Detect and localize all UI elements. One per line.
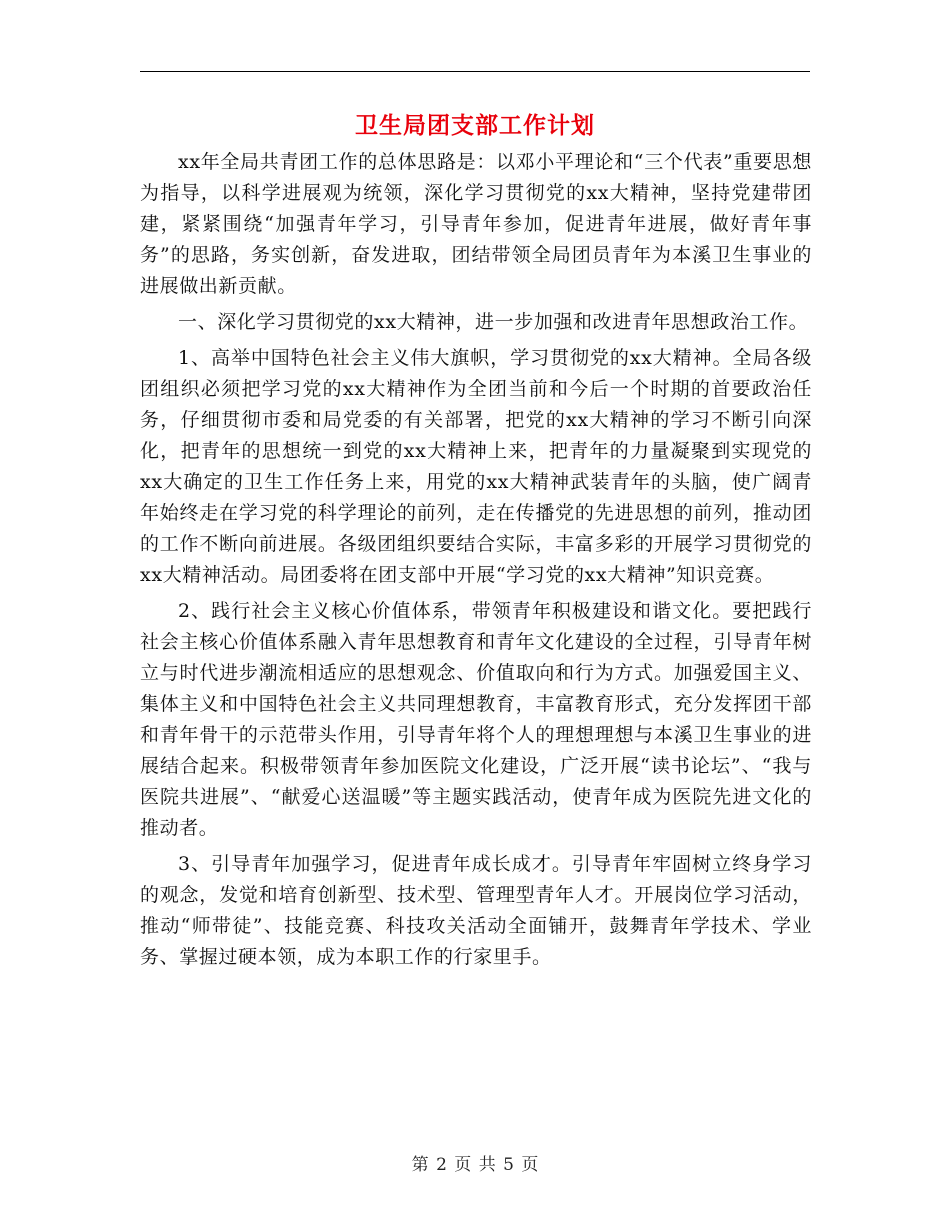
page-number-footer: 第 2 页 共 5 页 (411, 1155, 539, 1175)
document-title: 卫生局团支部工作计划 (355, 112, 595, 139)
paragraph-item-2: 2、践行社会主义核心价值体系，带领青年积极建设和谐文化。要把践行社会主核心价值体系融入青年思想教育和青年文化建设的全过程，引导青年树立与时代进步潮流相适应的思想观念、价值取向和行为方式。加强爱国主义、集体主义和中国特色社会主义共同理想教育，丰富教育形式，充分发挥团干部和青年骨干的示范带头作用，引导青年将个人的理想理想与本溪卫生事业的进展结合起来。积极带领青年参加医院文化建设，广泛开展“读书论坛”、“我与医院共进展”、“献爱心送温暖”等主题实践活动，使青年成为医院先进文化的推动者。 (140, 600, 812, 839)
paragraph-item-3: 3、引导青年加强学习，促进青年成长成才。引导青年牢固树立终身学习的观念，发觉和培育创新型、技术型、管理型青年人才。开展岗位学习活动，推动“师带徒”、技能竞赛、科技攻关活动全面铺开，鼓舞青年学技术、学业务、掌握过硬本领，成为本职工作的行家里手。 (140, 853, 812, 968)
paragraph-item-1: 1、高举中国特色社会主义伟大旗帜，学习贯彻党的xx大精神。全局各级团组织必须把学习党的xx大精神作为全团当前和今后一个时期的首要政治任务，仔细贯彻市委和局党委的有关部署，把党的xx大精神的学习不断引向深化，把青年的思想统一到党的xx大精神上来，把青年的力量凝聚到实现党的xx大确定的卫生工作任务上来，用党的xx大精神武装青年的头脑，使广阔青年始终走在学习党的科学理论的前列，走在传播党的先进思想的前列，推动团的工作不断向前进展。各级团组织要结合实际，丰富多彩的开展学习贯彻党的xx大精神活动。局团委将在团支部中开展“学习党的xx大精神”知识竞赛。 (140, 347, 812, 586)
paragraph-section-1: 一、深化学习贯彻党的xx大精神，进一步加强和改进青年思想政治工作。 (178, 311, 809, 333)
header-rule (140, 71, 810, 72)
paragraph-intro: xx年全局共青团工作的总体思路是：以邓小平理论和“三个代表”重要思想为指导，以科学进展观为统领，深化学习贯彻党的xx大精神，坚持党建带团建，紧紧围绕“加强青年学习，引导青年参加，促进青年进展，做好青年事务”的思路，务实创新，奋发进取，团结带领全局团员青年为本溪卫生事业的进展做出新贡献。 (140, 151, 812, 297)
document-body (140, 147, 812, 978)
